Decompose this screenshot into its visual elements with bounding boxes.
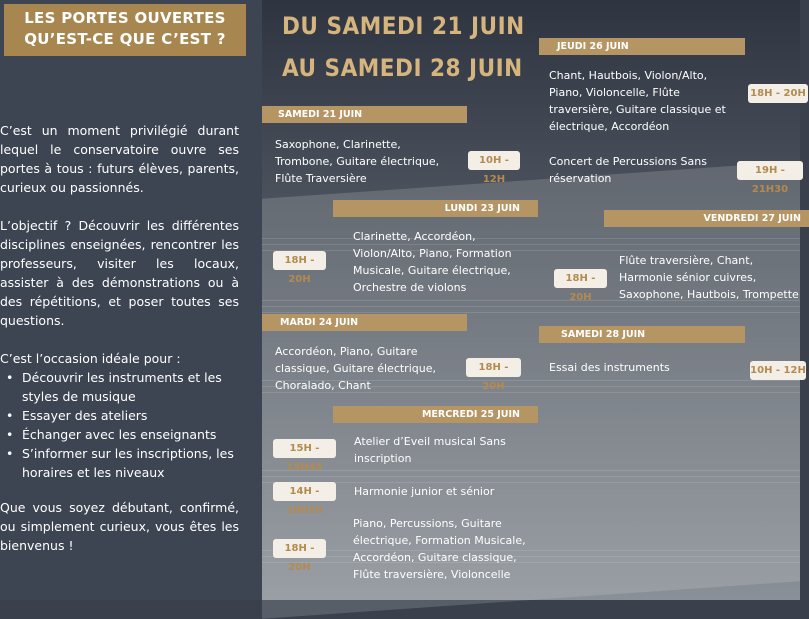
time-badge: 18H - 20H <box>554 269 607 288</box>
intro-paragraph-2: L’objectif ? Découvrir les différentes disciplines enseignées, rencontrer les professeurs, visiter les locaux, assister à des démonstrations ou à des répétitions, et poser toutes ses questions. <box>0 218 239 328</box>
event-text: Clarinette, Accordéon, Violon/Alto, Piano, Formation Musicale, Guitare électrique, Orchestre de violons <box>353 230 512 294</box>
event-text: Saxophone, Clarinette, Trombone, Guitare électrique, Flûte Traversière <box>275 138 440 185</box>
event-text: Harmonie junior et sénior <box>354 485 495 498</box>
event-text: Accordéon, Piano, Guitare classique, Guitare électrique, Choralado, Chant <box>275 345 436 392</box>
time-badge: 18H - 20H <box>273 539 326 558</box>
day-header-thu26: JEUDI 26 JUIN <box>539 38 745 55</box>
time-badge: 14H - 16H30 <box>273 482 336 501</box>
time-badge: 18H - 20H <box>748 84 808 103</box>
intro-bullet-list <box>4 368 240 482</box>
day-header-mon23: LUNDI 23 JUIN <box>333 200 538 217</box>
intro-paragraph-4: Que vous soyez débutant, confirmé, ou simplement curieux, vous êtes les bienvenus ! <box>0 500 239 553</box>
event-text: Piano, Percussions, Guitare électrique, Formation Musicale, Accordéon, Guitare classique, Flûte traversière, Violoncelle <box>353 517 526 581</box>
time-badge: 19H - 21H30 <box>737 161 803 180</box>
event-text: Concert de Percussions Sans réservation <box>549 155 707 185</box>
intro-title-line2: QU’EST-CE QUE C’EST ? <box>24 30 226 48</box>
list-item: • Échanger avec les enseignants <box>4 425 240 444</box>
time-badge: 18H - 20H <box>466 358 521 377</box>
event-text: Atelier d’Eveil musical Sans inscription <box>354 435 506 465</box>
schedule-title-line1: DU SAMEDI 21 JUIN <box>282 12 525 40</box>
intro-title <box>4 4 246 56</box>
intro-panel <box>0 0 262 600</box>
list-item: • S’informer sur les inscriptions, les horaires et les niveaux <box>4 444 240 482</box>
time-badge: 10H - 12H <box>468 151 520 170</box>
event-text: Flûte traversière, Chant, Harmonie sénior cuivres, Saxophone, Hautbois, Trompette <box>619 254 799 301</box>
list-item: • Essayer des ateliers <box>4 406 240 425</box>
day-header-sat21: SAMEDI 21 JUIN <box>262 106 467 123</box>
list-item: • Découvrir les instruments et les styles de musique <box>4 368 240 406</box>
time-badge: 15H - 15H45 <box>273 439 336 458</box>
day-header-sat28: SAMEDI 28 JUIN <box>539 326 745 343</box>
intro-title-line1: LES PORTES OUVERTES <box>24 9 226 27</box>
schedule-panel <box>262 0 806 600</box>
event-text: Essai des instruments <box>549 361 670 374</box>
intro-paragraph-1: C’est un moment privilégié durant lequel le conservatoire ouvre ses portes à tous : futurs élèves, parents, curieux ou passionnés. <box>0 123 239 195</box>
time-badge: 10H - 12H <box>750 361 806 380</box>
schedule-title-line2: AU SAMEDI 28 JUIN <box>282 54 523 82</box>
intro-paragraph-3: C’est l’occasion idéale pour : <box>0 351 181 366</box>
day-header-wed25: MERCREDI 25 JUIN <box>333 406 538 423</box>
day-header-tue24: MARDI 24 JUIN <box>262 314 467 331</box>
day-header-fri27: VENDREDI 27 JUIN <box>604 210 809 227</box>
time-badge: 18H - 20H <box>273 251 326 270</box>
event-text: Chant, Hautbois, Violon/Alto, Piano, Violoncelle, Flûte traversière, Guitare classique et électrique, Accordéon <box>549 69 726 133</box>
